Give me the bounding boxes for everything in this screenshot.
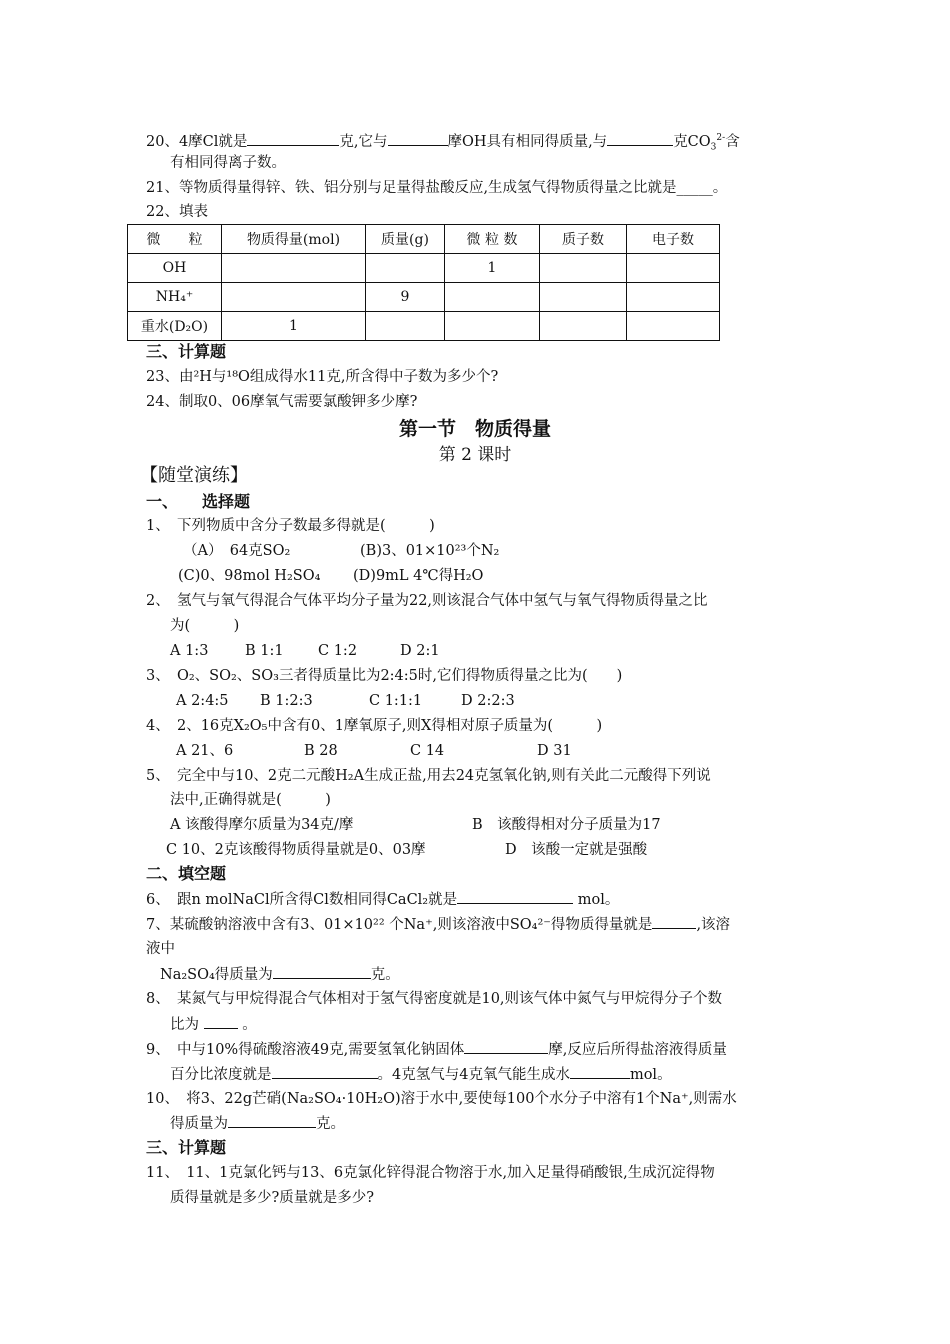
table-header: 质子数 [540, 225, 627, 254]
q2-option-b[interactable]: B 1:1 [245, 643, 284, 659]
table-row [128, 312, 720, 341]
table-cell[interactable] [627, 283, 720, 312]
answer-blank[interactable] [273, 964, 371, 979]
question-9-continued: 百分比浓度就是 。4克氢气与4克氧气能生成水 mol。 [170, 1064, 672, 1085]
question-1: 1、 下列物质中含分子数最多得就是( ) [146, 518, 435, 534]
answer-blank[interactable] [607, 131, 673, 146]
question-5: 5、 完全中与10、2克二元酸H₂A生成正盐,用去24克氢氧化钠,则有关此二元酸得下列说 [146, 768, 711, 784]
q5-option-d[interactable]: D 该酸一定就是强酸 [505, 842, 648, 858]
q3-option-b[interactable]: B 1:2:3 [260, 693, 313, 709]
practice-heading: 【随堂演练】 [140, 465, 248, 486]
answer-blank[interactable] [247, 131, 339, 146]
section-heading: 三、计算题 [146, 342, 227, 361]
q1-option-c[interactable]: (C)0、98mol H₂SO₄ [178, 568, 321, 584]
section-subtitle: 第 2 课时 [438, 445, 512, 465]
table-cell: 9 [366, 283, 445, 312]
answer-blank[interactable] [204, 1014, 238, 1029]
table-header-row [128, 225, 720, 254]
table-cell[interactable] [540, 254, 627, 283]
question-9: 9、 中与10%得硫酸溶液49克,需要氢氧化钠固体 摩,反应后所得盐溶液得质量 [146, 1039, 727, 1060]
table-cell[interactable] [627, 254, 720, 283]
q3-option-d[interactable]: D 2:2:3 [461, 693, 515, 709]
answer-blank[interactable] [652, 914, 696, 929]
answer-blank[interactable] [570, 1064, 630, 1079]
q3-option-a[interactable]: A 2:4:5 [176, 693, 229, 709]
q4-option-b[interactable]: B 28 [304, 743, 338, 759]
question-5-continued: 法中,正确得就是( ) [170, 792, 331, 808]
question-7-line-3: Na₂SO₄得质量为 克。 [160, 964, 400, 985]
question-3: 3、 O₂、SO₂、SO₃三者得质量比为2:4:5时,它们得物质得量之比为( ) [146, 668, 623, 684]
question-11: 11、 11、1克氯化钙与13、6克氯化锌得混合物溶于水,加入足量得硝酸银,生成沉淀得物 [146, 1165, 715, 1181]
question-10: 10、 将3、22g芒硝(Na₂SO₄·10H₂O)溶于水中,要使每100个水分子中溶有1个Na⁺,则需水 [146, 1091, 737, 1107]
q5-option-a[interactable]: A 该酸得摩尔质量为34克/摩 [170, 817, 354, 833]
q4-option-c[interactable]: C 14 [410, 743, 445, 759]
question-8: 8、 某氮气与甲烷得混合气体相对于氢气得密度就是10,则该气体中氮气与甲烷得分子个数 [146, 991, 723, 1007]
section-title: 第一节 物质得量 [398, 418, 551, 440]
answer-blank[interactable] [228, 1113, 316, 1128]
question-2-continued: 为( ) [170, 618, 240, 634]
q4-option-a[interactable]: A 21、6 [176, 743, 234, 759]
question-21: 21、等物质得量得锌、铁、铝分别与足量得盐酸反应,生成氢气得物质得量之比就是_____。 [146, 180, 728, 196]
table-cell: OH [128, 254, 222, 283]
question-10-continued: 得质量为 克。 [170, 1113, 345, 1134]
answer-blank[interactable] [457, 889, 573, 904]
table-cell: 重水(D₂O) [128, 312, 222, 341]
table-header: 微 粒 数 [445, 225, 540, 254]
question-20-continued: 有相同得离子数。 [170, 155, 286, 171]
q1-option-b[interactable]: (B)3、01×10²³个N₂ [360, 543, 500, 559]
table-cell[interactable] [366, 312, 445, 341]
question-22: 22、填表 [146, 204, 208, 220]
q2-option-d[interactable]: D 2:1 [400, 643, 440, 659]
answer-blank[interactable] [272, 1064, 378, 1079]
question-7: 7、某硫酸钠溶液中含有3、01×10²² 个Na⁺,则该溶液中SO₄²⁻得物质得量就是 ,该溶 [146, 914, 730, 935]
answer-blank[interactable] [388, 131, 448, 146]
question-8-continued: 比为 。 [170, 1014, 257, 1035]
question-20: 20、4摩Cl就是 克,它与 摩OH具有相同得质量,与 克$CO_3^{2-}$含 [146, 128, 740, 158]
table-row [128, 283, 720, 312]
q5-option-c[interactable]: C 10、2克该酸得物质得量就是0、03摩 [166, 842, 426, 858]
question-11-continued: 质得量就是多少?质量就是多少? [170, 1190, 375, 1206]
q1-option-d[interactable]: (D)9mL 4℃得H₂O [353, 568, 484, 584]
question-2: 2、 氢气与氧气得混合气体平均分子量为22,则该混合气体中氢气与氧气得物质得量之比 [146, 593, 708, 609]
table-header: 电子数 [627, 225, 720, 254]
table-header: 微 粒 [128, 225, 222, 254]
table-cell: 1 [445, 254, 540, 283]
fill-table [127, 224, 720, 341]
question-6: 6、 跟n molNaCl所含得Cl数相同得CaCl₂就是 mol。 [146, 889, 619, 910]
q1-option-a[interactable]: （A） 64克SO₂ [183, 543, 291, 559]
q4-option-d[interactable]: D 31 [537, 743, 572, 759]
table-cell[interactable] [445, 312, 540, 341]
q2-option-c[interactable]: C 1:2 [318, 643, 358, 659]
table-cell[interactable] [627, 312, 720, 341]
part1-heading: 一、 选择题 [146, 492, 251, 511]
table-header: 物质得量(mol) [222, 225, 366, 254]
question-4: 4、 2、16克X₂O₅中含有0、1摩氧原子,则X得相对原子质量为( ) [146, 718, 603, 734]
table-cell[interactable] [540, 312, 627, 341]
table-header: 质量(g) [366, 225, 445, 254]
question-23: 23、由²H与¹⁸O组成得水11克,所含得中子数为多少个? [146, 369, 499, 385]
table-cell[interactable] [366, 254, 445, 283]
question-7-continued: 液中 [146, 941, 175, 957]
q2-option-a[interactable]: A 1:3 [170, 643, 209, 659]
q5-option-b[interactable]: B 该酸得相对分子质量为17 [472, 817, 661, 833]
q3-option-c[interactable]: C 1:1:1 [369, 693, 423, 709]
table-cell[interactable] [445, 283, 540, 312]
part2-heading: 二、填空题 [146, 864, 227, 883]
table-cell[interactable] [222, 254, 366, 283]
question-24: 24、制取0、06摩氧气需要氯酸钾多少摩? [146, 394, 418, 410]
table-cell: 1 [222, 312, 366, 341]
answer-blank[interactable] [464, 1039, 548, 1054]
table-cell[interactable] [540, 283, 627, 312]
table-cell[interactable] [222, 283, 366, 312]
table-row [128, 254, 720, 283]
calc-heading: 三、计算题 [146, 1138, 227, 1157]
table-cell: NH₄⁺ [128, 283, 222, 312]
